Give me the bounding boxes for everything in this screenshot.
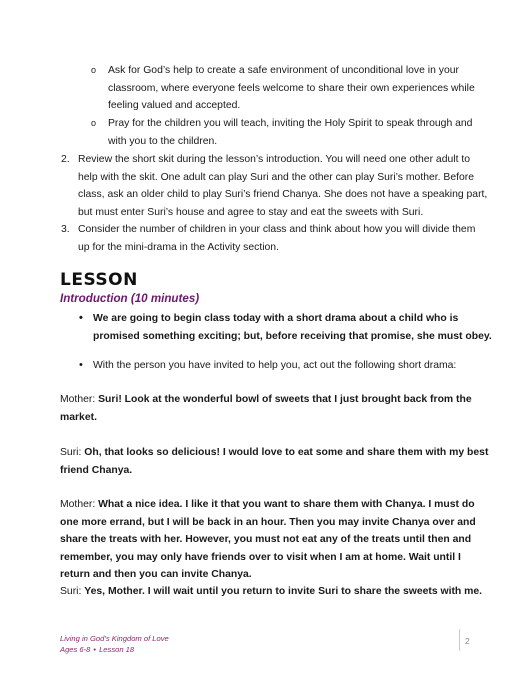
lesson-bullet	[79, 310, 493, 345]
dialogue-line	[60, 391, 490, 426]
speaker-label: Suri:	[60, 586, 85, 597]
item-text: Review the short skit during the lesson’s introduction. You will need one other adult to help with the skit. One adult can play Suri and the other can play Suri’s mother. Before class, ask an older child to play Suri’s friend Chanya. She does not have a speaking part, but must enter Suri’s house and agree to stay and eat the sweets with Suri.	[78, 154, 488, 218]
speaker-label: Suri:	[60, 447, 85, 458]
dialogue-line	[60, 583, 490, 601]
prep-numbered-item	[61, 151, 488, 221]
footer-separator: •	[93, 645, 97, 654]
speaker-label: Mother:	[60, 394, 99, 405]
section-heading: LESSON	[60, 270, 138, 290]
footer-lesson: Lesson 18	[99, 645, 135, 654]
lesson-bullet-text: We are going to begin class today with a short drama about a child who is promised something exciting; but, before receiving that promise, she must obey.	[93, 313, 492, 342]
footer-title: Living in God’s Kingdom of Love	[60, 634, 169, 643]
bullet-icon: •	[79, 312, 83, 324]
item-number: 2.	[61, 154, 70, 165]
item-text: Consider the number of children in your class and think about how you will divide them up for the mini-drama in the Activity section.	[78, 224, 476, 253]
prep-sub-item	[91, 115, 488, 150]
prep-sub-item-text: Pray for the children you will teach, inviting the Holy Spirit to speak through and with you to the children.	[108, 118, 473, 147]
footer-age: Ages 6-8	[60, 645, 91, 654]
page-number: 2	[465, 636, 470, 646]
prep-sub-item-text: Ask for God’s help to create a safe environment of unconditional love in your classroom, where everyone feels welcome to share their own experiences while feeling valued and accepted.	[108, 65, 475, 112]
dialogue-line	[60, 496, 490, 584]
circle-bullet-icon: o	[91, 65, 97, 75]
dialogue-text: What a nice idea. I like it that you want to share them with Chanya. I must do one more errand, but I will be back in an hour. Then you may invite Chanya over and share the treats with her. However, you must not eat any of the treats until then and remember, you may only have friends over to visit when I am at home. Wait until I return and then you can invite Chanya.	[60, 499, 476, 581]
prep-sub-item	[91, 62, 488, 115]
footer-meta	[60, 644, 169, 655]
lesson-bullet	[79, 357, 493, 375]
bullet-icon: •	[79, 359, 83, 371]
page-number-divider	[459, 629, 460, 651]
speaker-label: Mother:	[60, 499, 99, 510]
dialogue-text: Yes, Mother. I will wait until you return to invite Suri to share the sweets with me.	[84, 586, 483, 597]
dialogue-line	[60, 444, 490, 479]
dialogue-text: Oh, that looks so delicious! I would love to eat some and share them with my best friend Chanya.	[60, 447, 489, 476]
lesson-bullet-text: With the person you have invited to help you, act out the following short drama:	[93, 360, 457, 371]
dialogue-text: Suri! Look at the wonderful bowl of sweets that I just brought back from the market.	[60, 394, 472, 423]
circle-bullet-icon: o	[91, 118, 97, 128]
page-footer	[60, 633, 169, 655]
prep-numbered-item	[61, 221, 488, 256]
section-subheading: Introduction (10 minutes)	[60, 292, 200, 305]
item-number: 3.	[61, 224, 70, 235]
